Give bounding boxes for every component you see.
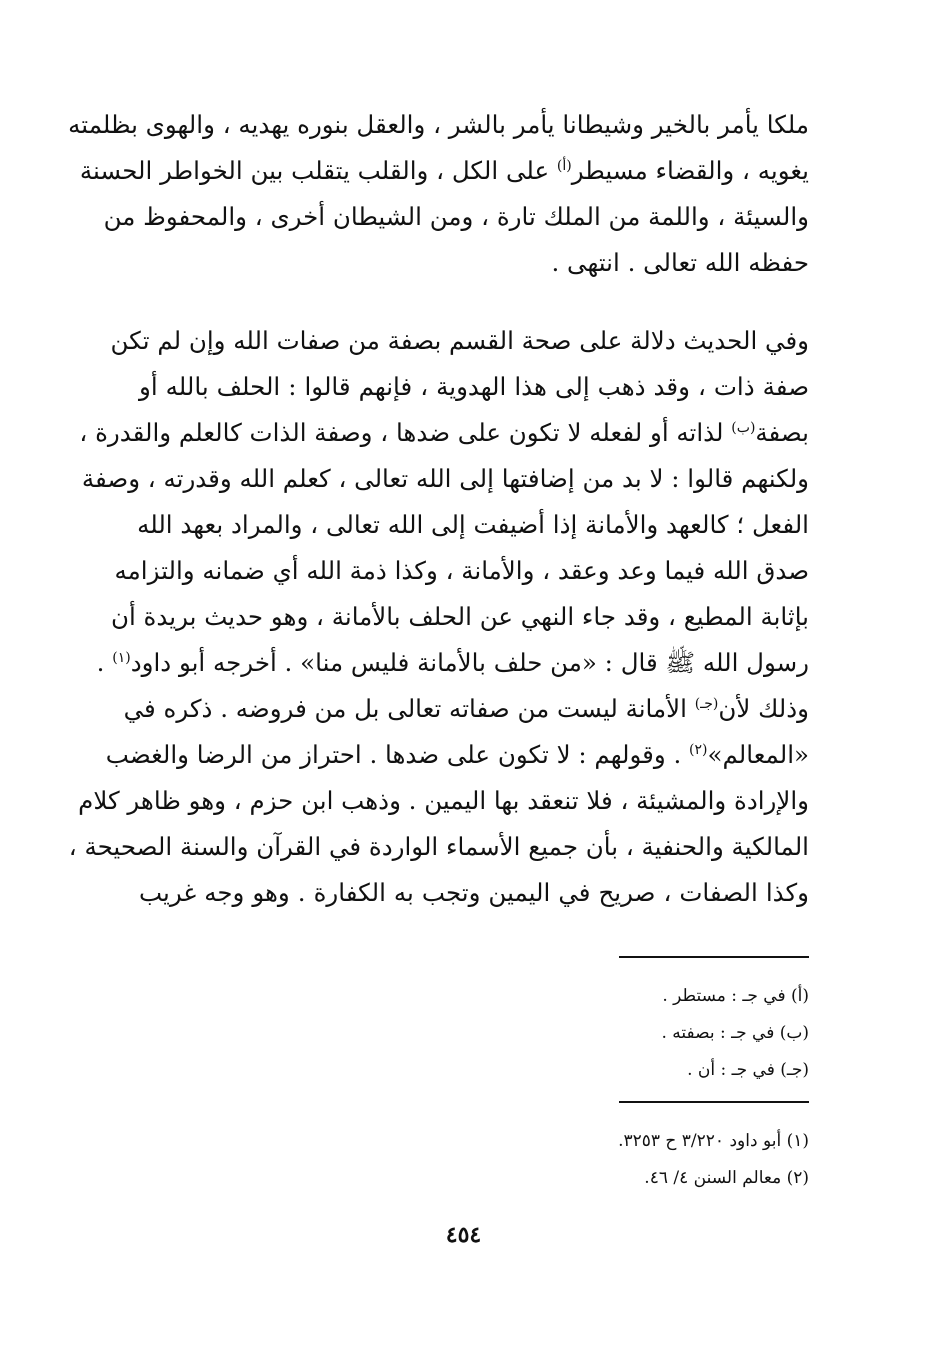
footnote-marker: (١)	[112, 649, 131, 666]
text-line	[79, 410, 809, 456]
paragraph-2	[68, 318, 809, 916]
paragraph-1	[68, 102, 809, 286]
text-line: ملكا يأمر بالخير وشيطانا يأمر بالشر ، والعقل بنوره يهديه ، والهوى بظلمته	[68, 110, 809, 139]
text-line	[105, 732, 809, 778]
footnote: (جـ) في جـ : أن .	[687, 1060, 809, 1080]
text-segment: . وقولهم : لا تكون على ضدها . احتراز من الرضا والغضب	[105, 740, 690, 769]
footnote: (٢) معالم السنن ٤/ ٤٦.	[644, 1168, 809, 1188]
text-line: والسيئة ، واللمة من الملك تارة ، ومن الشيطان أخرى ، والمحفوظ من	[103, 202, 809, 231]
footnote-divider	[619, 1101, 809, 1103]
footnote-marker: (جـ)	[694, 695, 719, 712]
text-line: صدق الله فيما وعد وعقد ، والأمانة ، وكذا ذمة الله أي ضمانه والتزامه	[114, 556, 809, 585]
text-line: والإرادة والمشيئة ، فلا تنعقد بها اليمين . وذهب ابن حزم ، وهو ظاهر كلام	[78, 786, 809, 815]
text-line	[79, 148, 809, 194]
text-line: ولكنهم قالوا : لا بد من إضافتها إلى الله تعالى ، كعلم الله وقدرته ، وصفة	[81, 464, 809, 493]
text-segment: رسول الله ﷺ قال : «من حلف بالأمانة فليس منا» . أخرجه أبو داود	[130, 648, 809, 677]
text-segment: يغويه ، والقضاء مسيطر	[571, 156, 809, 185]
text-segment: .	[96, 648, 113, 677]
footnote-marker: (ب)	[731, 419, 756, 436]
text-line: حفظه الله تعالى . انتهى .	[551, 248, 809, 277]
footnote-marker: (أ)	[556, 157, 572, 174]
text-segment: «المعالم»	[707, 740, 809, 769]
footnote: (ب) في جـ : بصفته .	[661, 1023, 809, 1043]
text-line	[96, 640, 809, 686]
footnote-divider	[619, 956, 809, 958]
footnote-marker: (٢)	[689, 741, 708, 758]
footnote: (١) أبو داود ٣/٢٢٠ ح ٣٢٥٣.	[618, 1131, 809, 1151]
text-segment: على الكل ، والقلب يتقلب بين الخواطر الحسنة	[79, 156, 557, 185]
text-line: وكذا الصفات ، صريح في اليمين وتجب به الكفارة . وهو وجه غريب	[139, 878, 809, 907]
text-line: وفي الحديث دلالة على صحة القسم بصفة من صفات الله وإن لم تكن	[110, 326, 809, 355]
text-segment: الأمانة ليست من صفاته تعالى بل من فروضه . ذكره في	[123, 694, 695, 723]
source-footnotes	[139, 1123, 809, 1197]
text-segment: لذاته أو لفعله لا تكون على ضدها ، وصفة الذات كالعلم والقدرة ،	[79, 418, 732, 447]
text-line: بإثابة المطيع ، وقد جاء النهي عن الحلف بالأمانة ، وهو حديث بريدة أن	[110, 602, 809, 631]
text-line: المالكية والحنفية ، بأن جميع الأسماء الواردة في القرآن والسنة الصحيحة ،	[68, 832, 809, 861]
text-line: صفة ذات ، وقد ذهب إلى هذا الهدوية ، فإنهم قالوا : الحلف بالله أو	[139, 372, 809, 401]
text-line	[123, 686, 809, 732]
page-number: ٤٥٤	[445, 1222, 482, 1248]
text-line: الفعل ؛ كالعهد والأمانة إذا أضيفت إلى الله تعالى ، والمراد بعهد الله	[137, 510, 809, 539]
variant-footnotes	[139, 978, 809, 1089]
text-segment: بصفة	[755, 418, 809, 447]
footnote: (أ) في جـ : مستطر .	[662, 986, 809, 1006]
text-segment: وذلك لأن	[718, 694, 809, 723]
